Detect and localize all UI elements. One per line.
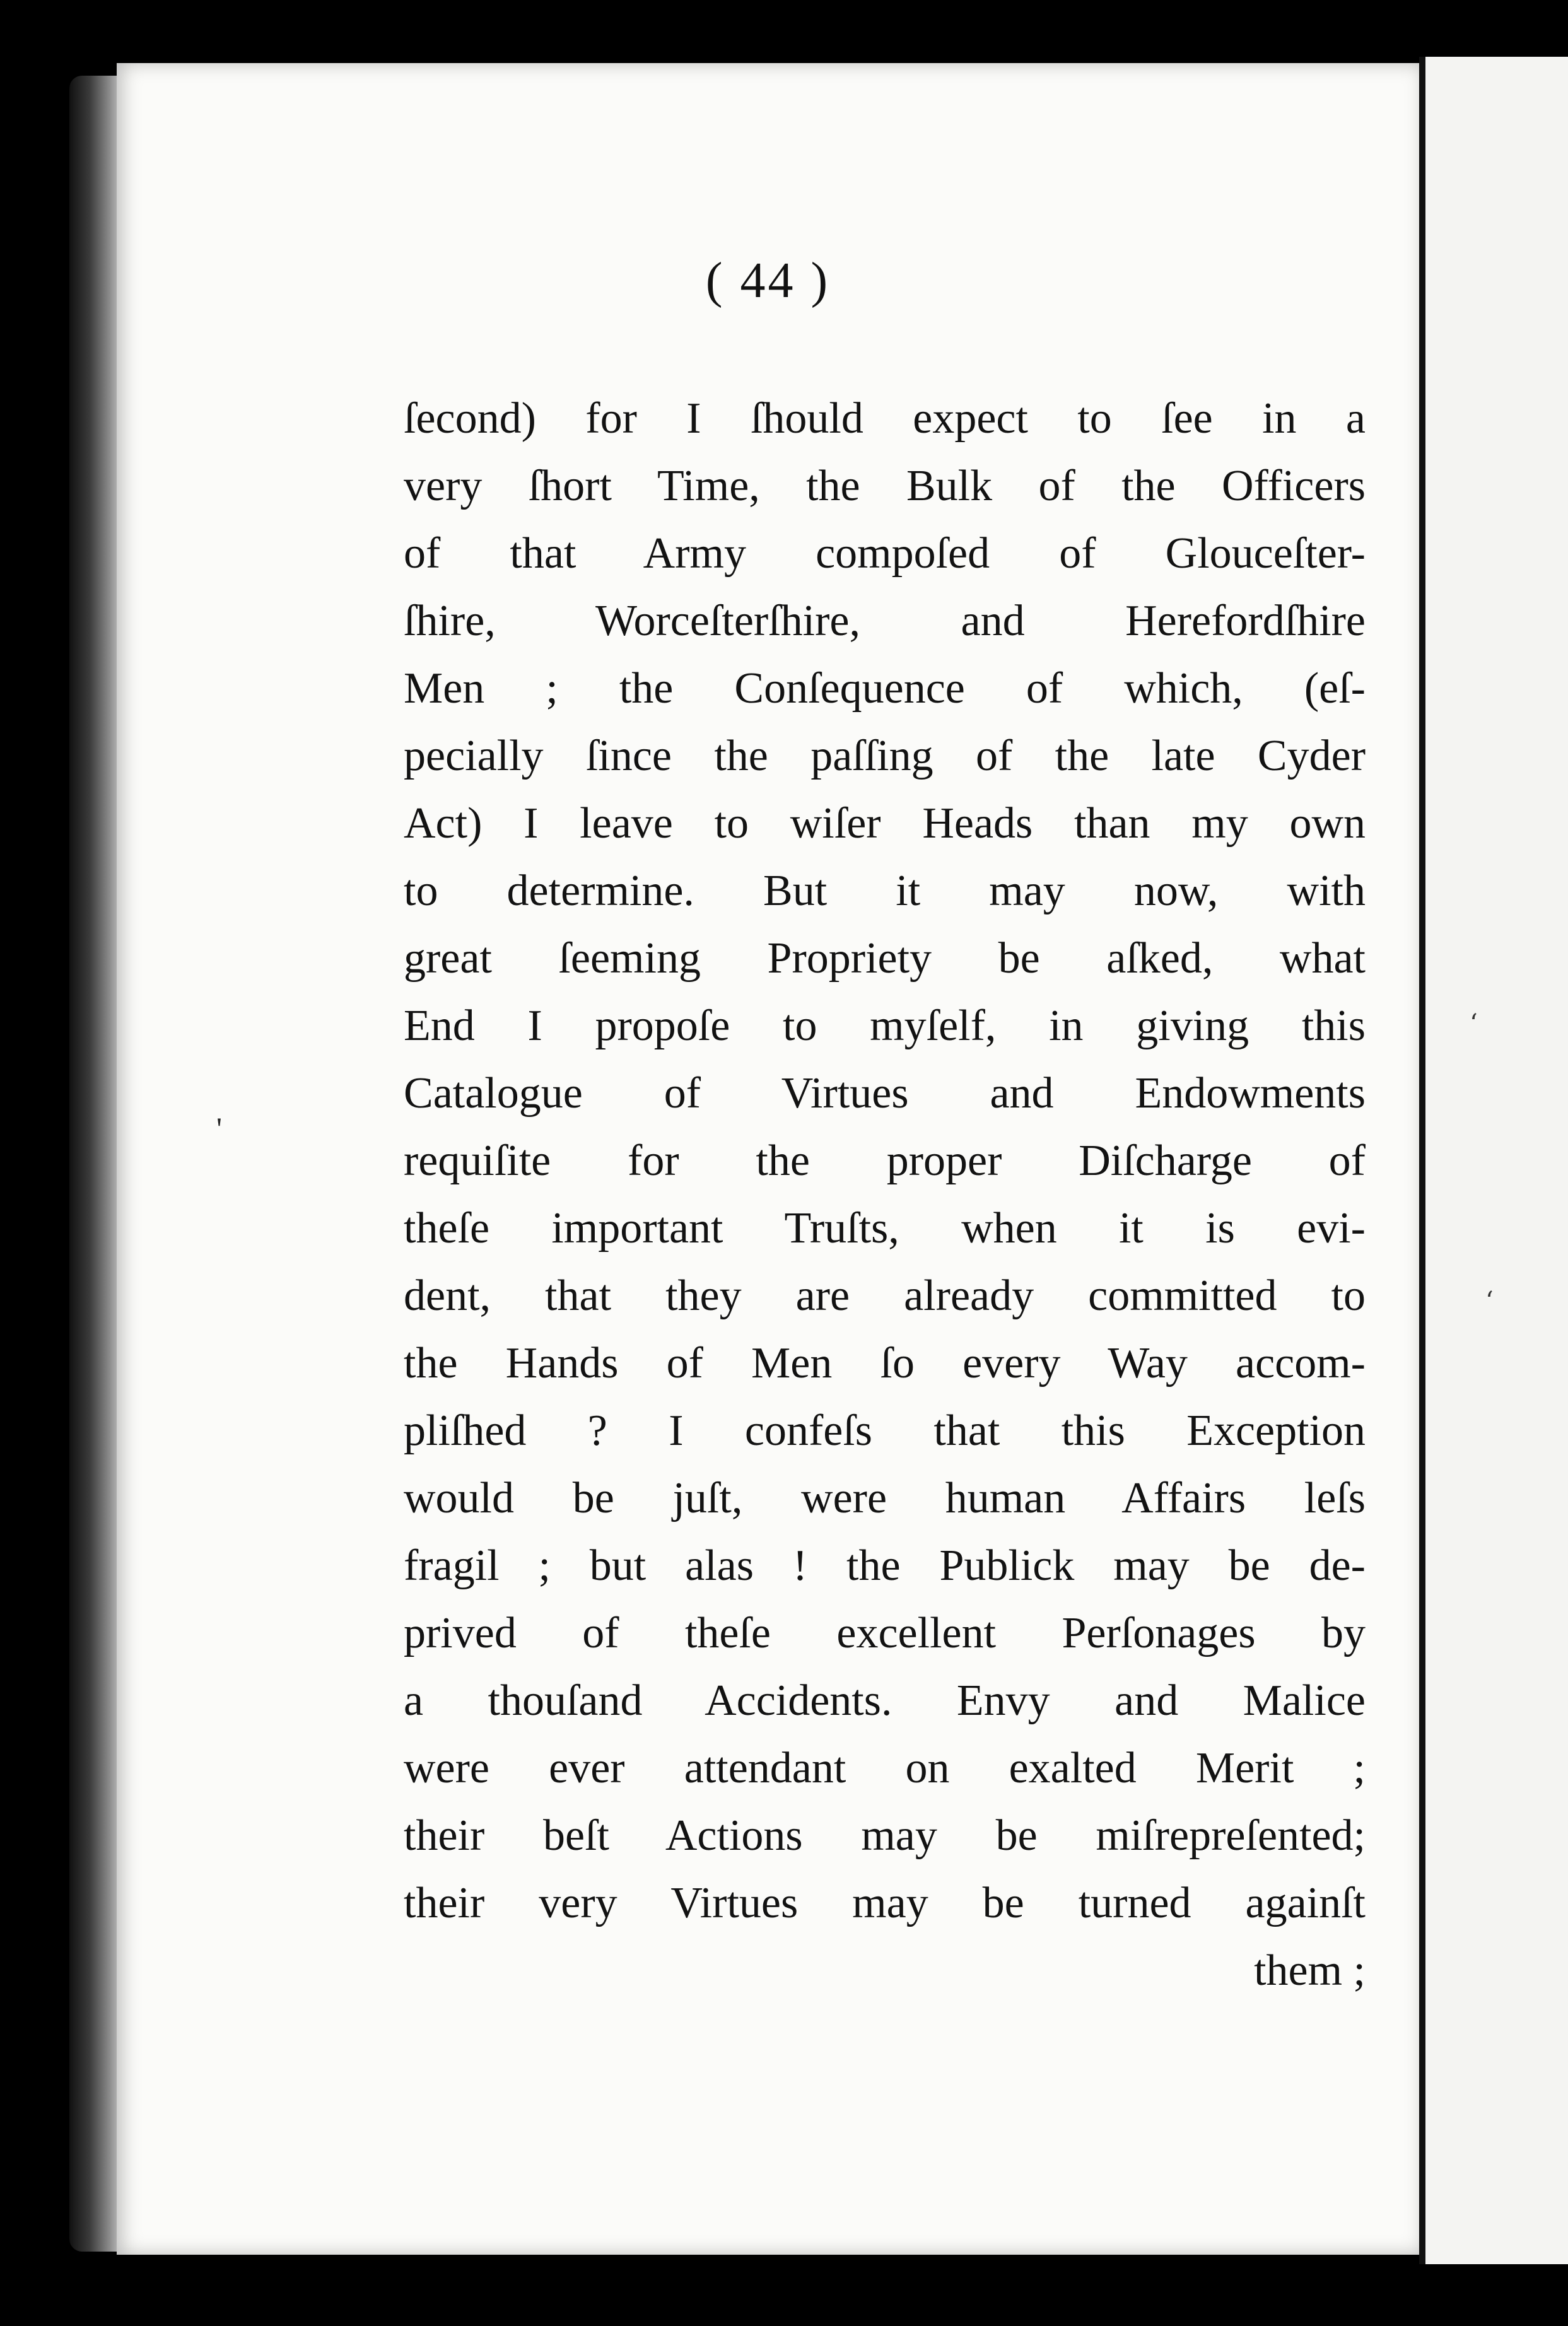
text-line: would be juſt, were human Affairs leſs [404,1474,1366,1522]
text-line: Act) I leave to wiſer Heads than my own [404,799,1366,848]
ink-speck: ‘ [1485,1287,1494,1316]
text-line: great ſeeming Propriety be aſked, what [404,934,1366,983]
text-line: dent, that they are already committed to [404,1271,1366,1320]
text-line: of that Army compoſed of Glouceſter- [404,529,1366,578]
text-line: were ever attendant on exalted Merit ; [404,1744,1366,1792]
text-line: to determine. But it may now, with [404,867,1366,915]
text-line: Catalogue of Virtues and Endowments [404,1069,1366,1118]
text-line: their very Virtues may be turned againſt [404,1879,1366,1927]
text-line: requiſite for the proper Diſcharge of [404,1137,1366,1185]
text-line: very ſhort Time, the Bulk of the Officers [404,462,1366,510]
facing-page-edge [1419,57,1568,2264]
book-page [117,63,1419,2255]
body-text [404,385,1366,2004]
text-line: pliſhed ? I confeſs that this Exception [404,1406,1366,1455]
text-line: pecially ſince the paſſing of the late Cyder [404,732,1366,780]
text-line: End I propoſe to myſelf, in giving this [404,1002,1366,1050]
page-number: ( 44 ) [705,253,831,308]
text-line: their beſt Actions may be miſrepreſented; [404,1811,1366,1860]
text-line: a thouſand Accidents. Envy and Malice [404,1676,1366,1725]
text-line: the Hands of Men ſo every Way accom- [404,1339,1366,1388]
ink-speck: ' [216,1111,223,1146]
text-line: ſecond) for I ſhould expect to ſee in a [404,394,1366,443]
text-line: prived of theſe excellent Perſonages by [404,1609,1366,1657]
catchword: them ; [1254,1946,1366,1995]
text-line: theſe important Truſts, when it is evi- [404,1204,1366,1253]
text-line: Men ; the Conſequence of which, (eſ- [404,664,1366,713]
ink-speck: ‘ [1470,1009,1478,1038]
text-line: fragil ; but alas ! the Publick may be de- [404,1541,1366,1590]
text-line: ſhire, Worceſterſhire, and Herefordſhire [404,597,1366,645]
